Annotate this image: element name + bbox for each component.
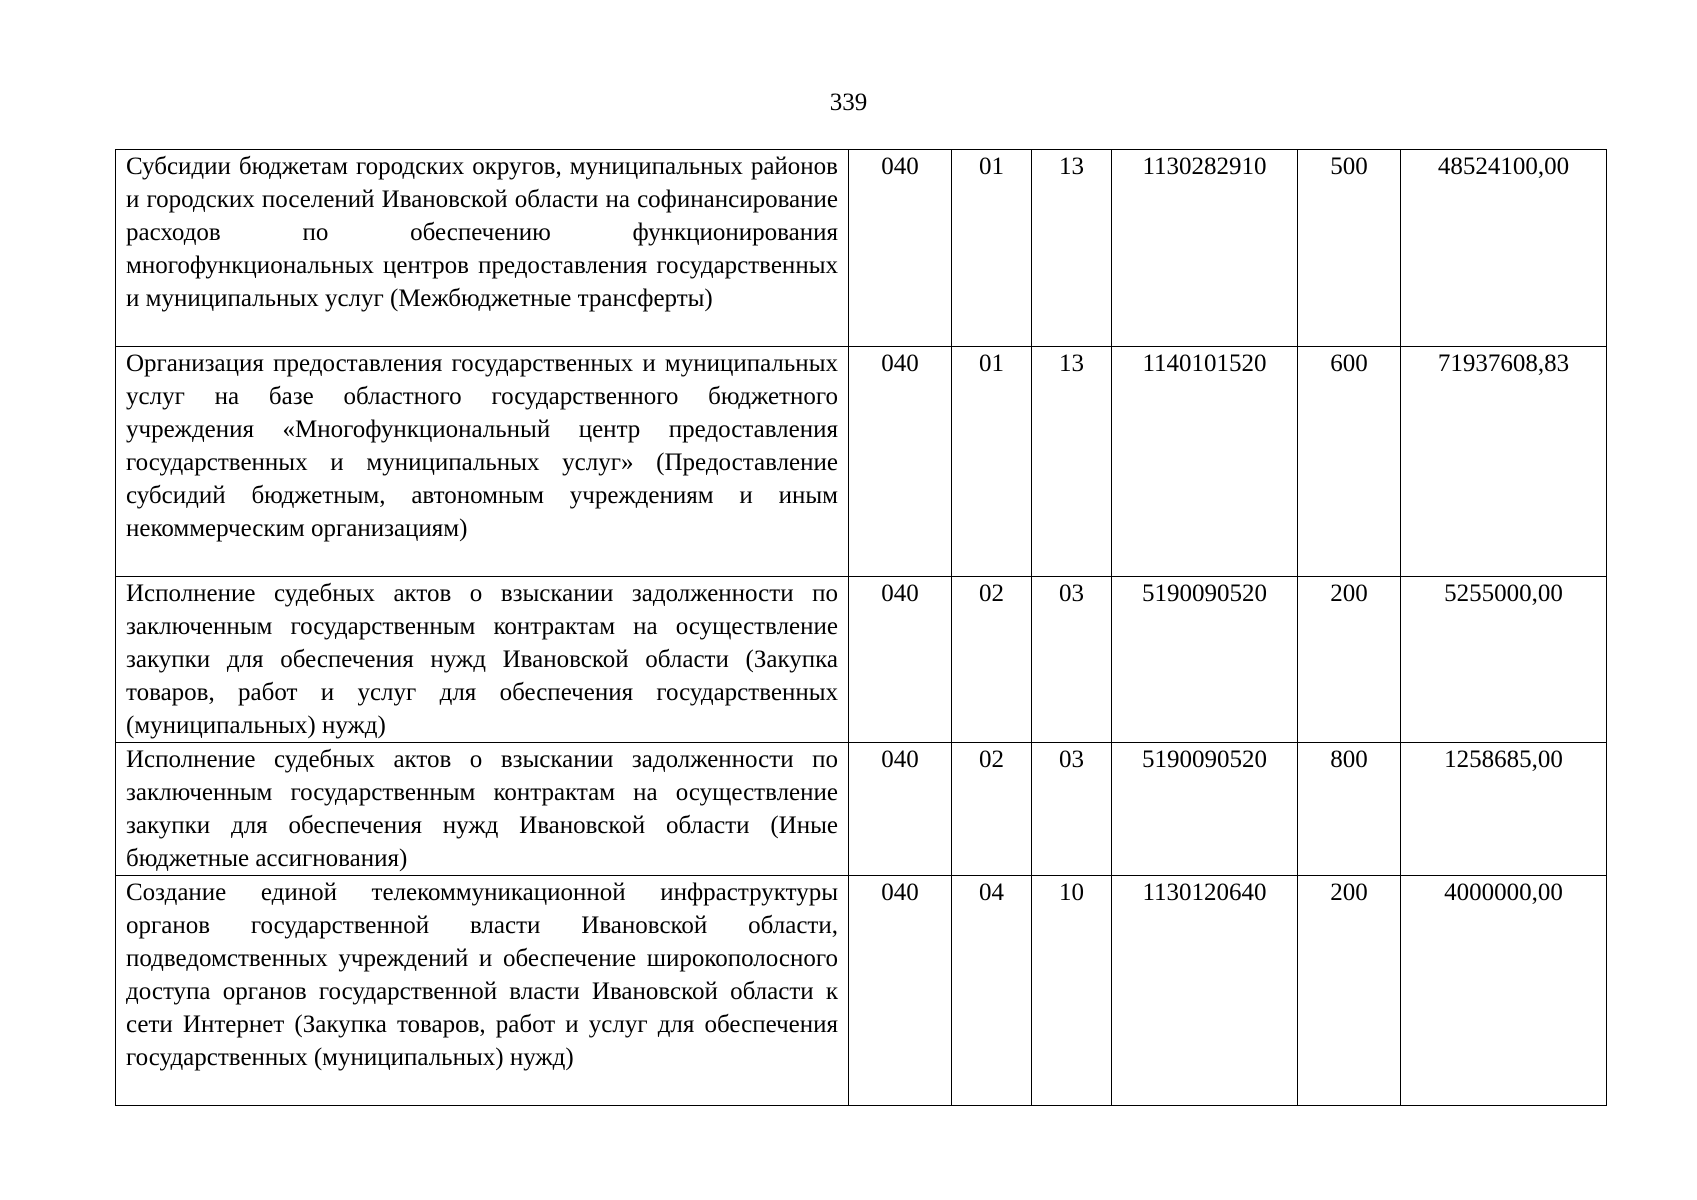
amount: 4000000,00 [1401,876,1607,1106]
subsection-code: 13 [1032,150,1112,347]
section-code: 04 [952,876,1032,1106]
table-row [116,743,1607,876]
section-code: 02 [952,577,1032,743]
target-article-code: 1140101520 [1112,347,1298,577]
section-code: 01 [952,347,1032,577]
amount: 48524100,00 [1401,150,1607,347]
ministry-code: 040 [849,347,952,577]
table-row [116,876,1607,1106]
target-article-code: 5190090520 [1112,577,1298,743]
amount: 71937608,83 [1401,347,1607,577]
amount: 1258685,00 [1401,743,1607,876]
table-row [116,347,1607,577]
table-row [116,577,1607,743]
expense-type-code: 600 [1298,347,1401,577]
expense-type-code: 800 [1298,743,1401,876]
row-description: Субсидии бюджетам городских округов, муниципальных районов и городских поселений Ивановской области на софинансирование расходов по обеспечению функционирования многофункциональных центров предоставления государственных и муниципальных услуг (Межбюджетные трансферты) [116,150,849,347]
subsection-code: 13 [1032,347,1112,577]
subsection-code: 03 [1032,577,1112,743]
row-description: Исполнение судебных актов о взыскании задолженности по заключенным государственным контрактам на осуществление закупки для обеспечения нужд Ивановской области (Закупка товаров, работ и услуг для обеспечения государственных (муниципальных) нужд) [116,577,849,743]
page-number: 339 [829,89,868,116]
expense-type-code: 200 [1298,577,1401,743]
ministry-code: 040 [849,577,952,743]
row-description: Создание единой телекоммуникационной инфраструктуры органов государственной власти Ивановской области, подведомственных учреждений и обеспечение широкополосного доступа органов государственной власти Ивановской области к сети Интернет (Закупка товаров, работ и услуг для обеспечения государственных (муниципальных) нужд) [116,876,849,1106]
section-code: 01 [952,150,1032,347]
expense-type-code: 200 [1298,876,1401,1106]
subsection-code: 03 [1032,743,1112,876]
section-code: 02 [952,743,1032,876]
amount: 5255000,00 [1401,577,1607,743]
target-article-code: 5190090520 [1112,743,1298,876]
table-row [116,150,1607,347]
subsection-code: 10 [1032,876,1112,1106]
expense-type-code: 500 [1298,150,1401,347]
ministry-code: 040 [849,876,952,1106]
ministry-code: 040 [849,743,952,876]
row-description: Организация предоставления государственных и муниципальных услуг на базе областного государственного бюджетного учреждения «Многофункциональный центр предоставления государственных и муниципальных услуг» (Предоставление субсидий бюджетным, автономным учреждениям и иным некоммерческим организациям) [116,347,849,577]
ministry-code: 040 [849,150,952,347]
target-article-code: 1130120640 [1112,876,1298,1106]
row-description: Исполнение судебных актов о взыскании задолженности по заключенным государственным контрактам на осуществление закупки для обеспечения нужд Ивановской области (Иные бюджетные ассигнования) [116,743,849,876]
target-article-code: 1130282910 [1112,150,1298,347]
budget-table [115,149,1607,1106]
